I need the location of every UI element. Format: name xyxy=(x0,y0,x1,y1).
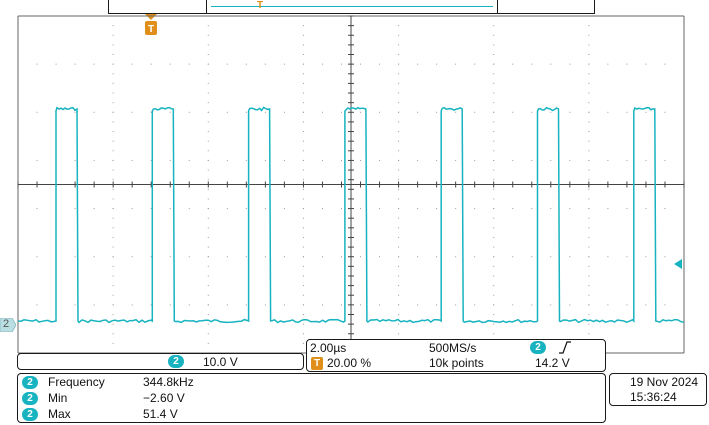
trigger-position-value: 20.00 % xyxy=(327,356,372,370)
channel-2-marker[interactable] xyxy=(0,318,16,332)
channel-scale-value: 10.0 V xyxy=(203,355,238,369)
measurements-panel[interactable] xyxy=(17,373,606,423)
measurement-channel-badge: 2 xyxy=(22,392,38,405)
trigger-channel-badge: 2 xyxy=(530,341,546,354)
timebase-readout[interactable] xyxy=(306,339,606,372)
measurement-row[interactable] xyxy=(18,407,318,422)
channel-badge: 2 xyxy=(168,355,184,368)
channel-scale-readout[interactable] xyxy=(17,353,304,370)
measurement-row[interactable] xyxy=(18,391,318,406)
measurement-row[interactable] xyxy=(18,375,318,390)
measurement-value: −2.60 V xyxy=(143,391,185,405)
sample-rate: 500MS/s xyxy=(429,341,477,355)
svg-text:T: T xyxy=(147,24,155,35)
measurement-channel-badge: 2 xyxy=(22,376,38,389)
date-label: 19 Nov 2024 xyxy=(630,375,699,389)
trigger-level-arrow[interactable] xyxy=(674,256,684,266)
measurement-value: 344.8kHz xyxy=(143,375,194,389)
datetime-panel xyxy=(609,373,707,406)
left-arrow-icon xyxy=(674,259,684,269)
trigger-position-badge: T xyxy=(311,357,323,370)
measurement-label: Frequency xyxy=(48,375,105,389)
record-length: 10k points xyxy=(429,356,484,370)
top-trigger-marker: T xyxy=(257,0,264,11)
graticule xyxy=(18,16,684,353)
measurement-label: Max xyxy=(48,407,71,421)
channel-marker-label: 2 xyxy=(3,318,10,330)
time-per-div: 2.00µs xyxy=(310,341,347,355)
measurement-value: 51.4 V xyxy=(143,407,178,421)
trigger-level-value: 14.2 V xyxy=(535,356,570,370)
measurement-channel-badge: 2 xyxy=(22,408,38,421)
measurement-label: Min xyxy=(48,391,68,405)
time-label: 15:36:24 xyxy=(630,390,677,404)
rising-edge-icon xyxy=(558,341,572,354)
